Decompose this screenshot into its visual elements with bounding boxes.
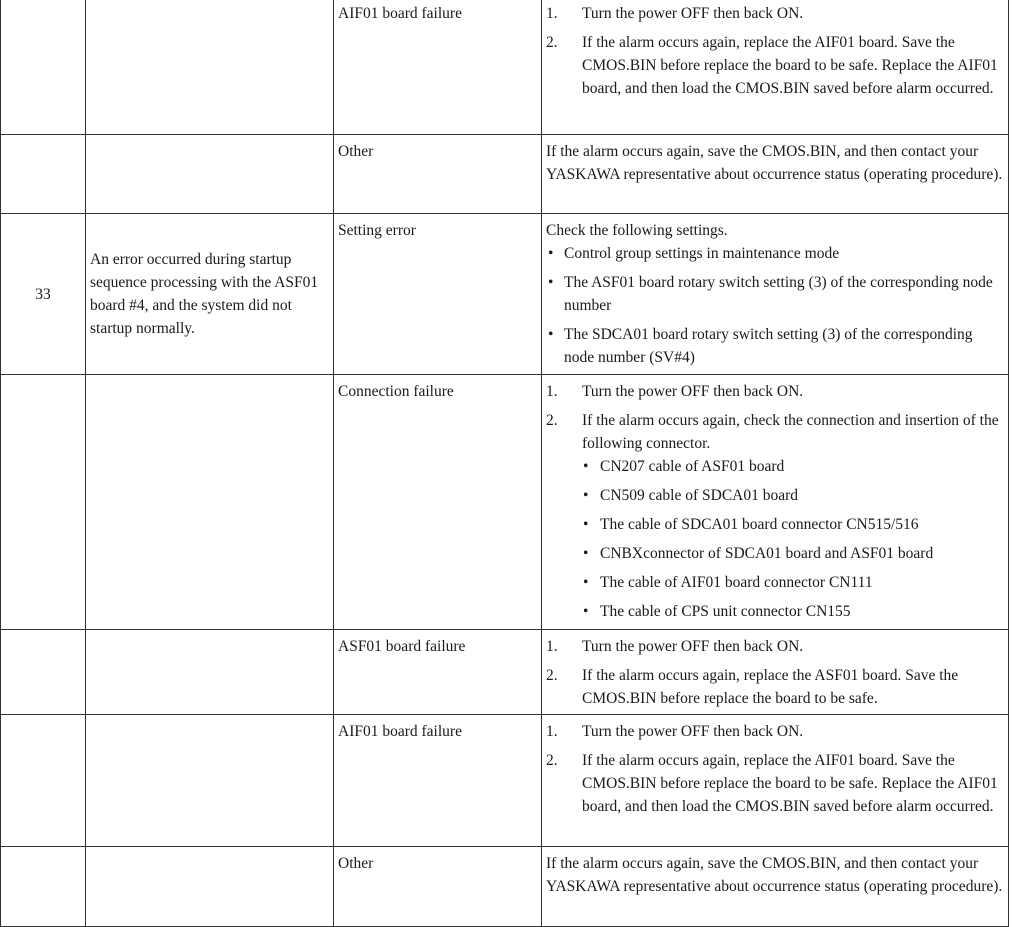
remedy-cell: [542, 214, 1009, 375]
remedy-step: 2. If the alarm occurs again, replace the AIF01 board. Save the CMOS.BIN before replace the board to be safe. Replace the AIF01 board, and then load the CMOS.BIN saved before alarm occurred.: [546, 34, 998, 97]
alarm-description-cell: [86, 135, 334, 214]
connector-item: • The cable of SDCA01 board connector CN515/516: [546, 513, 1004, 536]
remedy-cell: [542, 847, 1009, 927]
remedy-step: 1. Turn the power OFF then back ON.: [546, 5, 804, 22]
remedy-cell: [542, 375, 1009, 630]
remedy-step: 2. If the alarm occurs again, replace the AIF01 board. Save the CMOS.BIN before replace the board to be safe. Replace the AIF01 board, and then load the CMOS.BIN saved before alarm occurred.: [546, 752, 998, 815]
table-row: [1, 214, 1009, 375]
alarm-number-cell: [1, 135, 86, 214]
cause-text: Connection failure: [338, 383, 454, 400]
remedy-step: 1. Turn the power OFF then back ON.: [546, 383, 804, 400]
cause-cell: [334, 630, 542, 715]
cause-cell: [334, 847, 542, 927]
alarm-description-cell: [86, 847, 334, 927]
remedy-bullet: • Control group settings in maintenance mode: [546, 242, 1004, 265]
remedy-bullet: • The SDCA01 board rotary switch setting (3) of the corresponding node number (SV#4): [546, 323, 1004, 369]
remedy-cell: [542, 630, 1009, 715]
alarm-description-cell: [86, 715, 334, 847]
connector-item: • The cable of CPS unit connector CN155: [546, 600, 1004, 623]
remedy-paragraph: If the alarm occurs again, save the CMOS.BIN, and then contact your YASKAWA representative about occurrence status (operating procedure).: [546, 143, 1003, 183]
alarm-number-cell: [1, 375, 86, 630]
cause-cell: [334, 214, 542, 375]
alarm-description-cell: [86, 630, 334, 715]
remedy-step: 1. Turn the power OFF then back ON.: [546, 723, 804, 740]
table-row: [1, 135, 1009, 214]
table-row: [1, 715, 1009, 847]
connector-item: • The cable of AIF01 board connector CN111: [546, 571, 1004, 594]
cause-text: Setting error: [338, 222, 416, 239]
cause-cell: [334, 135, 542, 214]
remedy-step: 2. If the alarm occurs again, replace the ASF01 board. Save the CMOS.BIN before replace the board to be safe.: [546, 667, 959, 707]
cause-cell: [334, 715, 542, 847]
remedy-bullet: • The ASF01 board rotary switch setting (3) of the corresponding node number: [546, 271, 1004, 317]
connector-item: • CN207 cable of ASF01 board: [546, 455, 1004, 478]
table-row: [1, 847, 1009, 927]
cause-text: Other: [338, 855, 374, 872]
remedy-cell: [542, 715, 1009, 847]
alarm-number-cell: [1, 214, 86, 375]
remedy-paragraph: If the alarm occurs again, save the CMOS.BIN, and then contact your YASKAWA representative about occurrence status (operating procedure).: [546, 855, 1003, 895]
cause-text: Other: [338, 143, 374, 160]
alarm-number: 33: [35, 285, 51, 303]
table-row: [1, 0, 1009, 135]
table-row: [1, 375, 1009, 630]
alarm-number-cell: [1, 0, 86, 135]
alarm-description-cell: [86, 214, 334, 375]
cause-text: ASF01 board failure: [338, 638, 466, 655]
cause-cell: [334, 0, 542, 135]
remedy-step: 2. If the alarm occurs again, check the connection and insertion of the following connector.: [546, 412, 999, 452]
alarm-description-cell: [86, 0, 334, 135]
alarm-number-cell: [1, 847, 86, 927]
remedy-cell: [542, 135, 1009, 214]
alarm-number-cell: [1, 715, 86, 847]
cause-text: AIF01 board failure: [338, 723, 462, 740]
alarm-description-cell: [86, 375, 334, 630]
cause-text: AIF01 board failure: [338, 5, 462, 22]
remedy-cell: [542, 0, 1009, 135]
connector-item: • CNBXconnector of SDCA01 board and ASF01 board: [546, 542, 1004, 565]
table-row: [1, 630, 1009, 715]
remedy-step: 1. Turn the power OFF then back ON.: [546, 638, 804, 655]
alarm-description: An error occurred during startup sequence processing with the ASF01 board #4, and the system did not startup normally.: [90, 251, 319, 337]
alarm-number-cell: [1, 630, 86, 715]
remedy-intro: Check the following settings.: [546, 222, 728, 239]
cause-cell: [334, 375, 542, 630]
connector-item: • CN509 cable of SDCA01 board: [546, 484, 1004, 507]
